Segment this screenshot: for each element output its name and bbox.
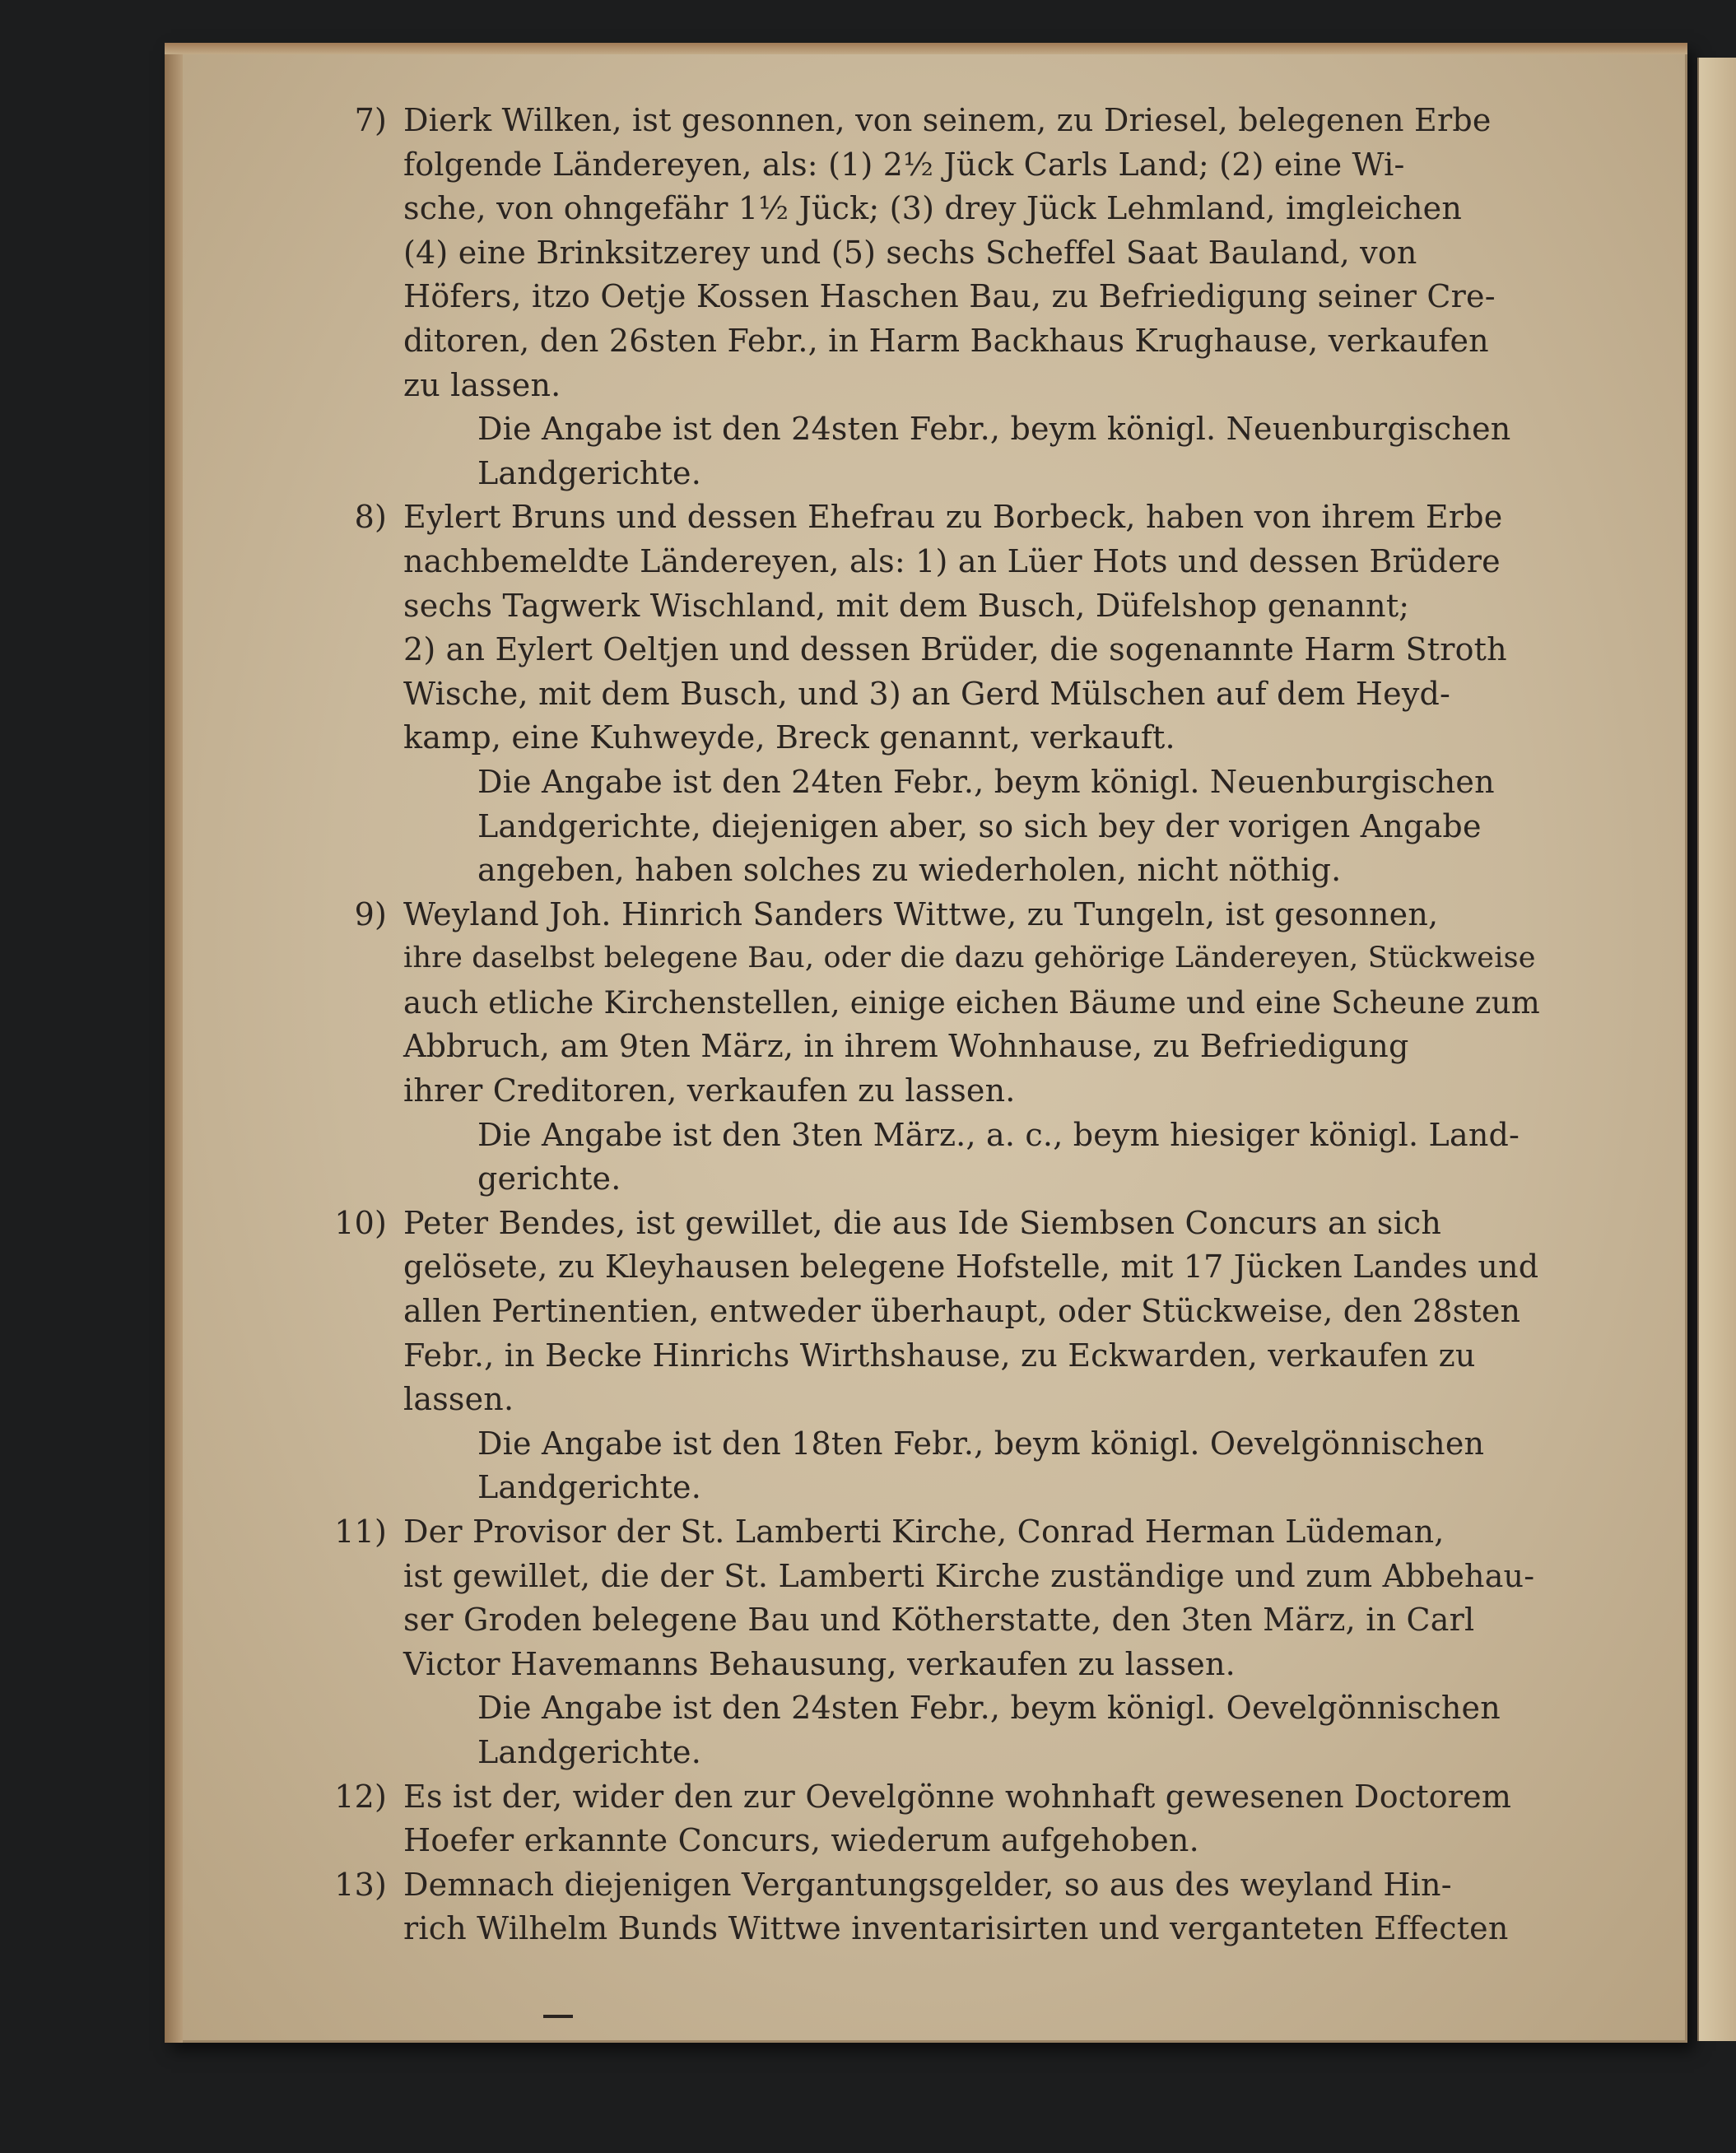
text-line: zu lassen. bbox=[403, 366, 561, 403]
entry-note bbox=[477, 1114, 1560, 1202]
text-line: allen Pertinentien, entweder überhaupt, oder Stückweise, den 28sten bbox=[403, 1293, 1521, 1330]
entry-number: 9) bbox=[354, 895, 387, 932]
entry-body bbox=[403, 1202, 1560, 1422]
entry-number: 12) bbox=[334, 1778, 387, 1815]
entry-2 bbox=[354, 495, 1560, 892]
entry-4 bbox=[334, 1202, 1560, 1510]
entry-note bbox=[477, 1422, 1560, 1510]
text-line: sche, von ohngefähr 1½ Jück; (3) drey Jück Lehmland, imgleichen bbox=[403, 190, 1463, 227]
note-line: Landgerichte. bbox=[477, 1733, 702, 1770]
entry-body bbox=[403, 495, 1560, 760]
text-line: Dierk Wilken, ist gesonnen, von seinem, zu Driesel, belegenen Erbe bbox=[403, 102, 1492, 138]
note-line: Die Angabe ist den 3ten März., a. c., beym hiesiger königl. Land- bbox=[477, 1116, 1520, 1153]
note-line: Die Angabe ist den 18ten Febr., beym königl. Oevelgönnischen bbox=[477, 1425, 1485, 1462]
text-line: Victor Havemanns Behausung, verkaufen zu lassen. bbox=[403, 1645, 1236, 1682]
entry-body bbox=[403, 99, 1560, 407]
entry-note bbox=[477, 407, 1560, 495]
text-line: Peter Bendes, ist gewillet, die aus Ide Siembsen Concurs an sich bbox=[403, 1204, 1442, 1241]
entry-1 bbox=[354, 99, 1560, 495]
entry-3 bbox=[354, 893, 1560, 1202]
text-line: Hoefer erkannte Concurs, wiederum aufgehoben. bbox=[403, 1822, 1199, 1859]
entry-number: 13) bbox=[334, 1866, 387, 1903]
text-line: Demnach diejenigen Vergantungsgelder, so aus des weyland Hin- bbox=[403, 1866, 1452, 1903]
text-line: lassen. bbox=[403, 1381, 514, 1418]
note-line: Landgerichte. bbox=[477, 454, 702, 491]
page-top-edge bbox=[165, 43, 1687, 54]
note-line: Die Angabe ist den 24sten Febr., beym königl. Oevelgönnischen bbox=[477, 1690, 1501, 1727]
text-line: gelösete, zu Kleyhausen belegene Hofstelle, mit 17 Jücken Landes und bbox=[403, 1249, 1539, 1286]
entry-number: 10) bbox=[334, 1204, 387, 1241]
page-left-edge bbox=[165, 43, 183, 2043]
page-text bbox=[334, 99, 1560, 1951]
note-line: angeben, haben solches zu wiederholen, nicht nöthig. bbox=[477, 852, 1342, 889]
text-line: Febr., in Becke Hinrichs Wirthshause, zu Eckwarden, verkaufen zu bbox=[403, 1337, 1476, 1374]
entry-number: 8) bbox=[354, 499, 387, 536]
text-line: Eylert Bruns und dessen Ehefrau zu Borbeck, haben von ihrem Erbe bbox=[403, 499, 1503, 536]
entry-body bbox=[403, 1510, 1560, 1686]
text-line: ist gewillet, die der St. Lamberti Kirche zuständige und zum Abbehau- bbox=[403, 1557, 1535, 1594]
text-line: Abbruch, am 9ten März, in ihrem Wohnhause, zu Befriedigung bbox=[403, 1028, 1409, 1065]
text-line: Es ist der, wider den zur Oevelgönne wohnhaft gewesenen Doctorem bbox=[403, 1778, 1512, 1815]
entry-body bbox=[403, 1863, 1560, 1951]
entry-body bbox=[403, 893, 1560, 1114]
text-line: Der Provisor der St. Lamberti Kirche, Conrad Herman Lüdeman, bbox=[403, 1514, 1445, 1550]
text-line: rich Wilhelm Bunds Wittwe inventarisirten und verganteten Effecten bbox=[403, 1910, 1509, 1947]
note-line: Landgerichte, diejenigen aber, so sich bey der vorigen Angabe bbox=[477, 807, 1482, 844]
text-line: nachbemeldte Ländereyen, als: 1) an Lüer Hots und dessen Brüdere bbox=[403, 542, 1501, 579]
text-line: Wische, mit dem Busch, und 3) an Gerd Mülschen auf dem Heyd- bbox=[403, 675, 1451, 712]
entry-6 bbox=[334, 1775, 1560, 1863]
entry-note bbox=[477, 1686, 1560, 1774]
text-line: (4) eine Brinksitzerey und (5) sechs Scheffel Saat Bauland, von bbox=[403, 234, 1417, 271]
note-line: gerichte. bbox=[477, 1160, 621, 1197]
text-line: ser Groden belegene Bau und Kötherstatte, den 3ten März, in Carl bbox=[403, 1602, 1475, 1639]
page-dash-mark bbox=[543, 2015, 573, 2018]
text-line: kamp, eine Kuhweyde, Breck genannt, verkauft. bbox=[403, 719, 1175, 756]
entry-7 bbox=[334, 1863, 1560, 1951]
text-line: ditoren, den 26sten Febr., in Harm Backhaus Krughause, verkaufen bbox=[403, 322, 1489, 359]
text-line: Höfers, itzo Oetje Kossen Haschen Bau, zu Befriedigung seiner Cre- bbox=[403, 278, 1496, 315]
note-line: Landgerichte. bbox=[477, 1469, 702, 1506]
note-line: Die Angabe ist den 24sten Febr., beym königl. Neuenburgischen bbox=[477, 411, 1511, 448]
text-line: 2) an Eylert Oeltjen und dessen Brüder, die sogenannte Harm Stroth bbox=[403, 631, 1507, 668]
text-line: folgende Ländereyen, als: (1) 2½ Jück Carls Land; (2) eine Wi- bbox=[403, 146, 1405, 183]
entry-body bbox=[403, 1775, 1560, 1863]
text-line: auch etliche Kirchenstellen, einige eichen Bäume und eine Scheune zum bbox=[403, 984, 1540, 1021]
entry-note bbox=[477, 760, 1560, 893]
entry-number: 7) bbox=[354, 102, 387, 138]
entry-5 bbox=[334, 1510, 1560, 1775]
entry-number: 11) bbox=[334, 1514, 387, 1550]
note-line: Die Angabe ist den 24ten Febr., beym königl. Neuenburgischen bbox=[477, 763, 1495, 800]
text-line: ihre daselbst belegene Bau, oder die dazu gehörige Ländereyen, Stückweise bbox=[403, 942, 1536, 975]
text-line: ihrer Creditoren, verkaufen zu lassen. bbox=[403, 1072, 1016, 1109]
adjacent-page-edge bbox=[1697, 58, 1736, 2041]
text-line: Weyland Joh. Hinrich Sanders Wittwe, zu Tungeln, ist gesonnen, bbox=[403, 895, 1439, 932]
text-line: sechs Tagwerk Wischland, mit dem Busch, Düfelshop genannt; bbox=[403, 587, 1410, 624]
